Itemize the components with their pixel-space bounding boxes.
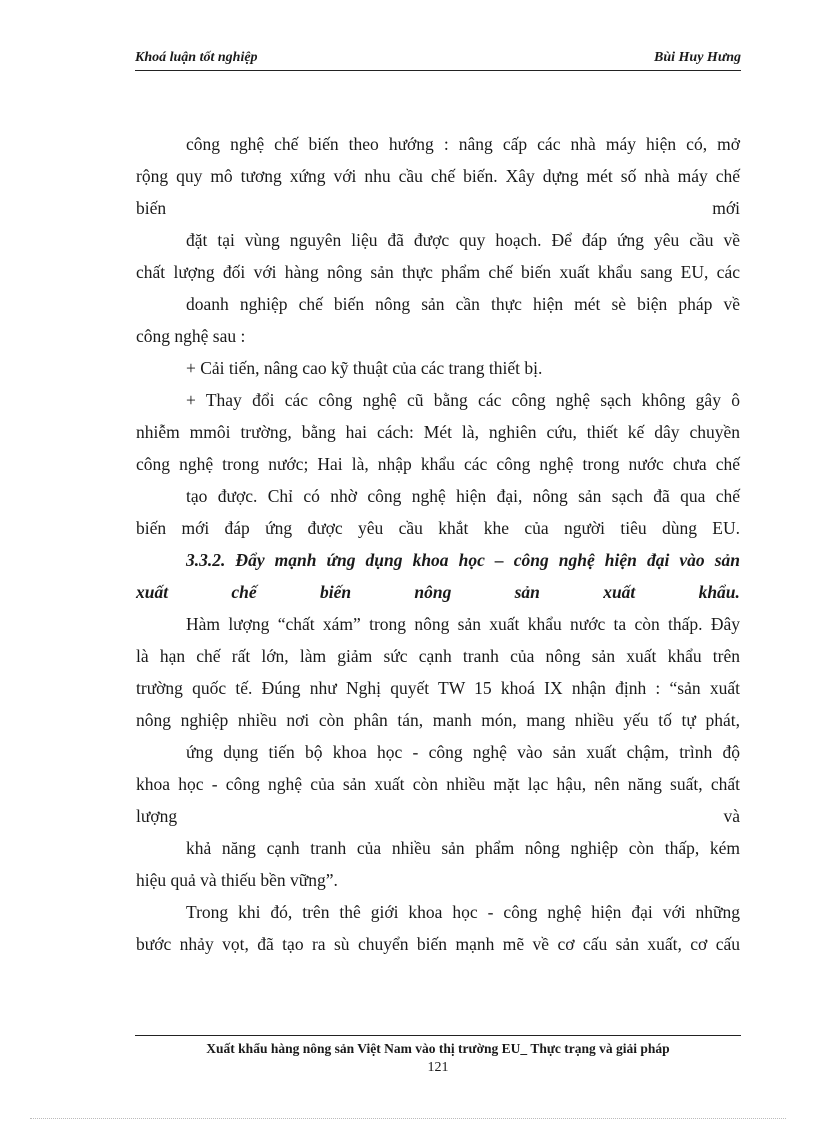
section-heading: 3.3.2. Đẩy mạnh ứng dụng khoa học – công nghệ hiện đại vào sản	[186, 550, 740, 570]
text-line: doanh nghiệp chế biến nông sản cần thực hiện mét sè biện pháp về	[186, 294, 740, 314]
text-line: đặt tại vùng nguyên liệu đã được quy hoạch. Để đáp ứng yêu cầu về	[186, 230, 740, 250]
text-line: nhiễm mmôi trường, bằng hai cách: Mét là, nghiên cứu, thiết kế dây chuyền	[136, 422, 740, 442]
footer-thesis-title: Xuất khẩu hàng nông sản Việt Nam vào thị trường EU_ Thực trạng và giải pháp	[206, 1041, 670, 1056]
text-line: chất lượng đối với hàng nông sản thực phẩm chế biến xuất khẩu sang EU, các	[136, 262, 740, 282]
heading-word: biến	[319, 582, 352, 602]
text-line: nông nghiệp nhiều nơi còn phân tán, manh món, mang nhiều yếu tố tự phát,	[136, 710, 740, 730]
page-footer	[135, 1035, 741, 1076]
text-line: tạo được. Chỉ có nhờ công nghệ hiện đại, nông sản sạch đã qua chế	[186, 486, 740, 506]
text-word: và	[723, 806, 740, 826]
text-line: Trong khi đó, trên thê giới khoa học - công nghệ hiện đại với những	[186, 902, 740, 922]
heading-word: nông	[414, 582, 452, 602]
text-line: công nghệ sau :	[136, 326, 246, 346]
text-line: rộng quy mô tương xứng với nhu cầu chế biến. Xây dựng mét số nhà máy chế	[136, 166, 740, 186]
text-line: ứng dụng tiến bộ khoa học - công nghệ vào sản xuất chậm, trình độ	[186, 742, 740, 762]
text-word: lượng	[136, 806, 178, 826]
heading-word: xuất	[136, 582, 169, 602]
text-line	[136, 800, 740, 832]
text-word: biến	[136, 198, 167, 218]
text-line: công nghệ chế biến theo hướng : nâng cấp các nhà máy hiện có, mở	[186, 134, 740, 154]
heading-word: khẩu.	[698, 582, 740, 602]
heading-word: sản	[514, 582, 540, 602]
text-line: + Thay đổi các công nghệ cũ bằng các công nghệ sạch không gây ô	[186, 390, 740, 410]
text-line: khả năng cạnh tranh của nhiều sản phẩm nông nghiệp còn thấp, kém	[186, 838, 740, 858]
body-text	[136, 128, 740, 960]
text-line: biến mới đáp ứng được yêu cầu khắt khe của người tiêu dùng EU.	[136, 518, 740, 538]
text-line	[136, 192, 740, 224]
text-line: là hạn chế rất lớn, làm giảm sức cạnh tranh của nông sản xuất khẩu trên	[136, 646, 740, 666]
text-line: công nghệ trong nước; Hai là, nhập khẩu các công nghệ trong nước chưa chế	[136, 454, 740, 474]
heading-word: chế	[231, 582, 257, 602]
text-line: bước nhảy vọt, đã tạo ra sù chuyển biến mạnh mẽ về cơ cấu sản xuất, cơ cấu	[136, 934, 740, 954]
section-heading-continuation	[136, 576, 740, 608]
text-word: mới	[712, 198, 740, 218]
header-thesis-label: Khoá luận tốt nghiệp	[135, 50, 258, 65]
text-line: Hàm lượng “chất xám” trong nông sản xuất khẩu nước ta còn thấp. Đây	[186, 614, 740, 634]
header-author-name: Bùi Huy Hưng	[654, 50, 741, 65]
page-header	[135, 48, 741, 71]
heading-word: xuất	[603, 582, 636, 602]
bottom-dotted-border	[30, 1118, 786, 1119]
text-line: hiệu quả và thiếu bền vững”.	[136, 870, 338, 890]
page-number: 121	[427, 1060, 449, 1075]
text-line: trường quốc tế. Đúng như Nghị quyết TW 15 khoá IX nhận định : “sản xuất	[136, 678, 740, 698]
text-line: khoa học - công nghệ của sản xuất còn nhiều mặt lạc hậu, nên năng suất, chất	[136, 774, 740, 794]
text-line: + Cải tiến, nâng cao kỹ thuật của các trang thiết bị.	[186, 358, 543, 378]
